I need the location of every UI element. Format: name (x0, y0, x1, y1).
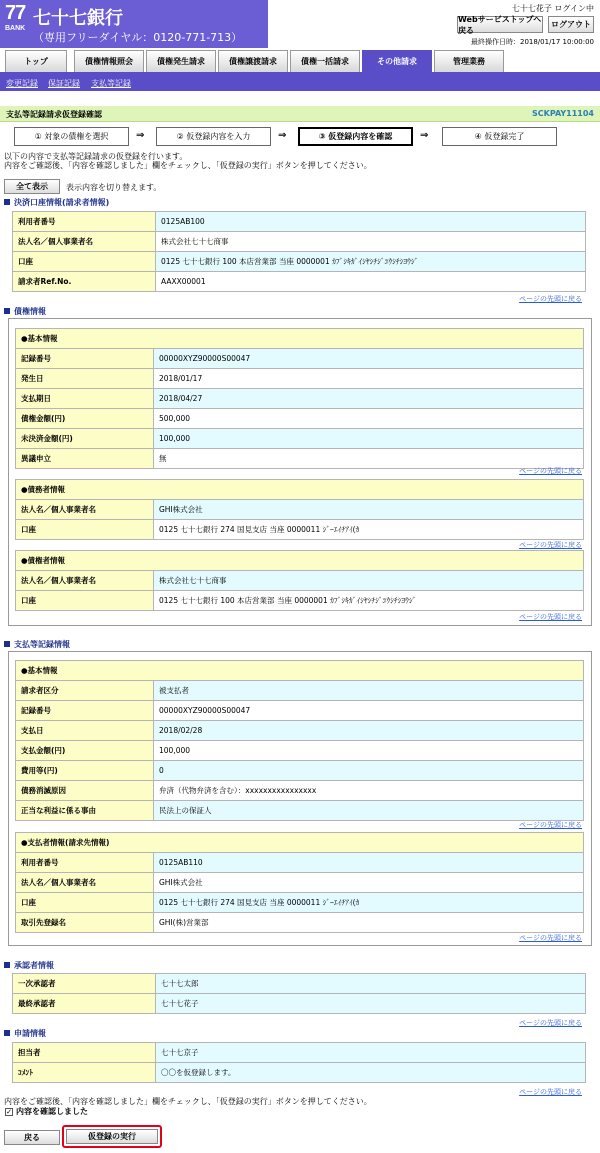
row-value: 0125AB100 (156, 212, 586, 232)
row-label: 最終承認者 (13, 994, 156, 1014)
page-top-link[interactable]: ページの先頭に戻る (519, 821, 582, 829)
row-label: 口座 (16, 520, 154, 540)
footer-instruction: 内容をご確認後、「内容を確認しました」欄をチェックし、「仮登録の実行」ボタンを押してください。 (4, 1097, 372, 1106)
row-label: 法人名／個人事業者名 (16, 571, 154, 591)
payer-table (15, 832, 584, 933)
row-label: 利用者番号 (13, 212, 156, 232)
settlement-table (12, 211, 586, 292)
creditor-table (15, 550, 584, 611)
row-label: 正当な利益に係る事由 (16, 801, 154, 821)
section-settlement-account: 決済口座情報(請求者情報) (4, 197, 109, 208)
row-value: 2018/01/17 (154, 369, 584, 389)
row-value: 0125 七十七銀行 274 国見支店 当座 0000011 ｼﾞｰｴｲﾁｱｲ(ｶ (154, 893, 584, 913)
subheading: ●債権者情報 (16, 551, 584, 571)
sub-navigation (0, 75, 600, 91)
row-label: 未決済金額(円) (16, 429, 154, 449)
row-value: 100,000 (154, 741, 584, 761)
page-top-link[interactable]: ページの先頭に戻る (519, 541, 582, 549)
row-value: 七十七太郎 (156, 974, 586, 994)
row-value: 0125 七十七銀行 100 本店営業部 当座 0000001 ｶﾌﾞｼｷｶﾞｲｼﾔｼﾁｼﾞﾕｳｼﾁｼﾖｳｼﾞ (156, 252, 586, 272)
step-arrow: ⇒ (278, 130, 287, 141)
main-tabs (0, 50, 600, 72)
section-application-info: 申請情報 (4, 1028, 46, 1039)
subheading: ●基本情報 (16, 329, 584, 349)
bank-logo (0, 0, 268, 48)
row-value: 0 (154, 761, 584, 781)
confirm-checkbox[interactable]: ✓ (6, 1107, 12, 1116)
row-label: 取引先登録名 (16, 913, 154, 933)
row-label: 請求者Ref.No. (13, 272, 156, 292)
page-top-link[interactable]: ページの先頭に戻る (519, 1088, 582, 1096)
row-label: 法人名／個人事業者名 (16, 500, 154, 520)
row-value: 無 (154, 449, 584, 469)
tab-claim-inquiry[interactable]: 債権情報照会 (74, 50, 144, 72)
section-approver-info: 承認者情報 (4, 960, 54, 971)
row-value: 2018/04/27 (154, 389, 584, 409)
section-square-icon (4, 641, 10, 647)
row-value: 弁済（代物弁済を含む）：xxxxxxxxxxxxxxxx (154, 781, 584, 801)
subnav-change-record[interactable]: 変更記録 (6, 79, 38, 88)
page-top-link[interactable]: ページの先頭に戻る (519, 467, 582, 475)
step-arrow: ⇒ (420, 130, 429, 141)
section-claim-info: 債権情報 (4, 306, 46, 317)
row-label: 債務消滅原因 (16, 781, 154, 801)
tab-claim-issue[interactable]: 債権発生請求 (146, 50, 216, 72)
claim-basic-table (15, 328, 584, 469)
show-all-button[interactable]: 全て表示 (4, 179, 60, 194)
row-value: 七十七花子 (156, 994, 586, 1014)
row-label: 利用者番号 (16, 853, 154, 873)
page-top-link[interactable]: ページの先頭に戻る (519, 1019, 582, 1027)
tab-top[interactable]: トップ (5, 50, 67, 72)
page-top-link[interactable]: ページの先頭に戻る (519, 934, 582, 942)
row-label: 支払日 (16, 721, 154, 741)
step-1: ① 対象の債権を選択 (14, 127, 129, 146)
logo-number: 77 (5, 2, 26, 24)
row-value: 0125AB110 (154, 853, 584, 873)
page-top-link[interactable]: ページの先頭に戻る (519, 295, 582, 303)
section-square-icon (4, 199, 10, 205)
row-value: 0125 七十七銀行 100 本店営業部 当座 0000001 ｶﾌﾞｼｷｶﾞｲｼﾔｼﾁｼﾞﾕｳｼﾁｼﾖｳｼﾞ (154, 591, 584, 611)
subnav-guarantee-record[interactable]: 保証記録 (48, 79, 80, 88)
execute-provisional-button[interactable]: 仮登録の実行 (66, 1129, 158, 1144)
confirm-checkbox-row[interactable] (5, 1106, 88, 1117)
row-label: 口座 (13, 252, 156, 272)
row-label: 口座 (16, 591, 154, 611)
row-label: 支払期日 (16, 389, 154, 409)
row-label: 一次承認者 (13, 974, 156, 994)
row-value: 〇〇を仮登録します。 (156, 1063, 586, 1083)
row-value: 500,000 (154, 409, 584, 429)
debtor-table (15, 479, 584, 540)
row-value: 00000XYZ90000S00047 (154, 349, 584, 369)
application-table (12, 1042, 586, 1083)
section-square-icon (4, 1030, 10, 1036)
subheading: ●基本情報 (16, 661, 584, 681)
page-top-link[interactable]: ページの先頭に戻る (519, 613, 582, 621)
bank-name: 七十七銀行 (33, 8, 123, 29)
page-title: 支払等記録請求仮登録確認 (6, 110, 102, 119)
row-value: 株式会社七十七商事 (154, 571, 584, 591)
subheading: ●支払者情報(請求先情報) (16, 833, 584, 853)
logout-button[interactable]: ログアウト (548, 16, 594, 33)
row-value: 民法上の保証人 (154, 801, 584, 821)
row-value: 被支払者 (154, 681, 584, 701)
login-user: 七十七花子 ログイン中 (511, 4, 594, 13)
approver-table (12, 973, 586, 1014)
step-3-current: ③ 仮登録内容を確認 (298, 127, 413, 146)
row-label: 費用等(円) (16, 761, 154, 781)
section-square-icon (4, 962, 10, 968)
row-label: 記録番号 (16, 349, 154, 369)
payment-basic-table (15, 660, 584, 821)
tab-management[interactable]: 管理業務 (434, 50, 504, 72)
show-all-note: 表示内容を切り替えます。 (66, 183, 162, 192)
row-label: 請求者区分 (16, 681, 154, 701)
row-value: GHI株式会社 (154, 873, 584, 893)
row-label: ｺﾒﾝﾄ (13, 1063, 156, 1083)
instruction-line-1: 以下の内容で支払等記録請求の仮登録を行います。 (4, 152, 188, 161)
webservice-top-button[interactable]: Webサービストップへ戻る (458, 14, 542, 35)
tab-other-request[interactable]: その他請求 (362, 50, 432, 72)
instruction-line-2: 内容をご確認後、「内容を確認しました」欄をチェックし、「仮登録の実行」ボタンを押してください。 (4, 161, 372, 170)
row-value: AAXX00001 (156, 272, 586, 292)
subheading: ●債務者情報 (16, 480, 584, 500)
row-label: 債権金額(円) (16, 409, 154, 429)
tab-bulk-request[interactable]: 債権一括請求 (290, 50, 360, 72)
step-4: ④ 仮登録完了 (442, 127, 557, 146)
logo-bank-text: BANK (5, 25, 26, 32)
step-2: ② 仮登録内容を入力 (156, 127, 271, 146)
tab-claim-transfer[interactable]: 債権譲渡請求 (218, 50, 288, 72)
row-label: 法人名／個人事業者名 (16, 873, 154, 893)
row-value: 00000XYZ90000S00047 (154, 701, 584, 721)
section-square-icon (4, 308, 10, 314)
row-label: 発生日 (16, 369, 154, 389)
row-label: 担当者 (13, 1043, 156, 1063)
free-dial: （専用フリーダイヤル：0120-771-713） (33, 31, 243, 44)
row-value: GHI(株)営業部 (154, 913, 584, 933)
header (0, 0, 600, 48)
row-label: 異議申立 (16, 449, 154, 469)
row-label: 支払金額(円) (16, 741, 154, 761)
row-value: GHI株式会社 (154, 500, 584, 520)
page-title-bar (0, 106, 600, 122)
step-arrow: ⇒ (136, 130, 145, 141)
row-label: 記録番号 (16, 701, 154, 721)
section-payment-record: 支払等記録情報 (4, 639, 70, 650)
back-button[interactable]: 戻る (4, 1130, 60, 1145)
row-value: 株式会社七十七商事 (156, 232, 586, 252)
row-value: 0125 七十七銀行 274 国見支店 当座 0000011 ｼﾞｰｴｲﾁｱｲ(ｶ (154, 520, 584, 540)
row-label: 法人名／個人事業者名 (13, 232, 156, 252)
screen-code: SCKPAY11104 (531, 109, 594, 118)
subnav-payment-record[interactable]: 支払等記録 (91, 79, 131, 88)
row-value: 2018/02/28 (154, 721, 584, 741)
last-operation-time: 最終操作日時：2018/01/17 10:00:00 (470, 38, 594, 46)
row-label: 口座 (16, 893, 154, 913)
row-value: 七十七京子 (156, 1043, 586, 1063)
row-value: 100,000 (154, 429, 584, 449)
confirm-checkbox-label: 内容を確認しました (16, 1107, 88, 1116)
